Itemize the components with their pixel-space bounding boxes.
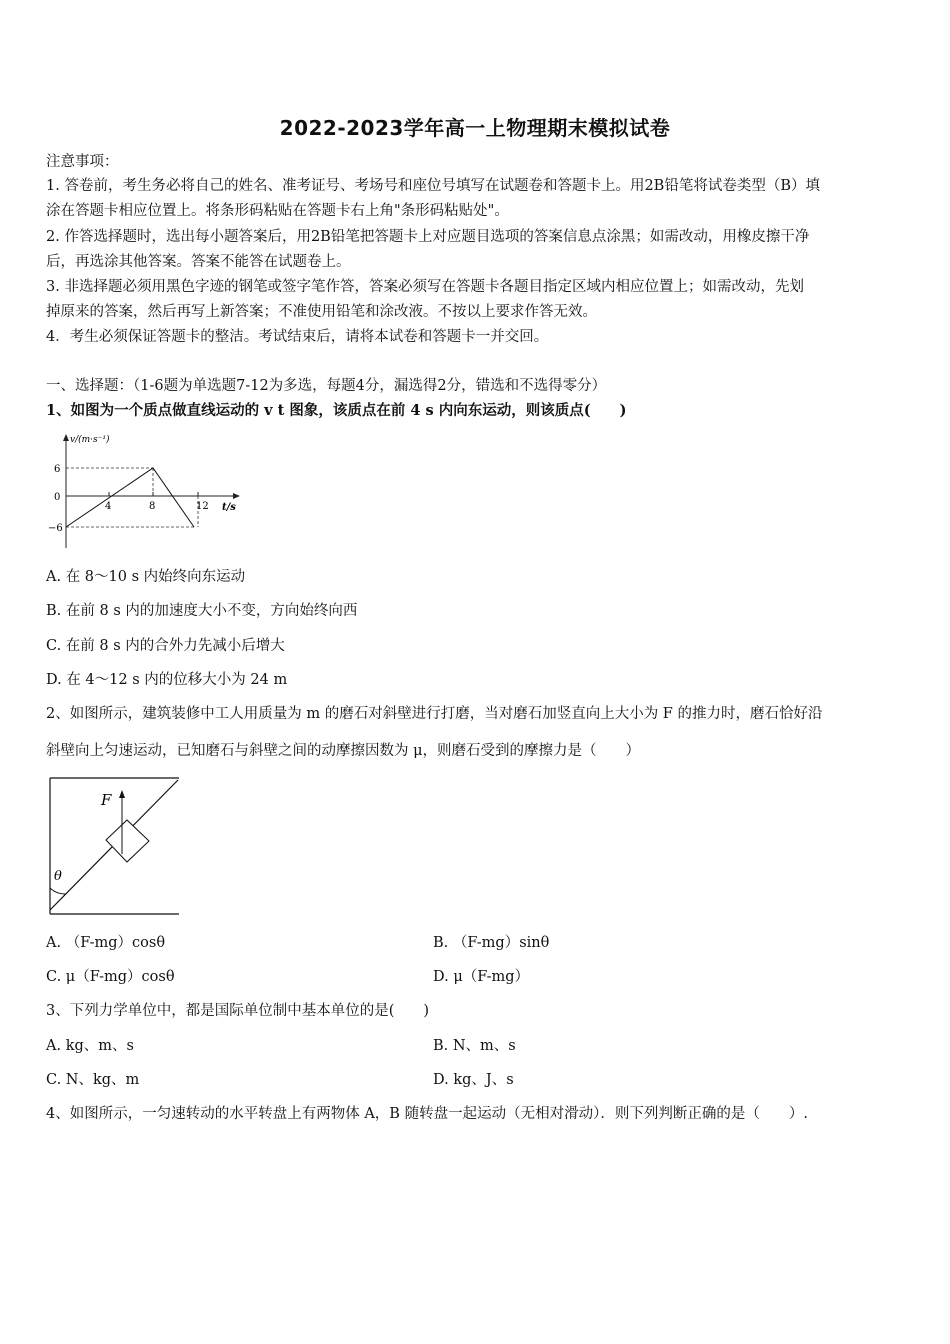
option-a: A. kg、m、s xyxy=(46,1038,134,1054)
option-a: A. （F-mg）cosθ xyxy=(46,935,166,951)
question-2-stem: 斜壁向上匀速运动，已知磨石与斜壁之间的动摩擦因数为 μ，则磨石受到的摩擦力是（ ） xyxy=(46,743,641,759)
notice-line: 后，再选涂其他答案。答案不能答在试题卷上。 xyxy=(46,254,351,270)
option-d: D. 在 4～12 s 内的位移大小为 24 m xyxy=(46,672,288,688)
notice-line: 1. 答卷前，考生务必将自己的姓名、准考证号、考场号和座位号填写在试题卷和答题卡上。用2B铅笔将试卷类型（B）填 xyxy=(46,178,820,194)
question-2-stem: 2、如图所示，建筑装修中工人用质量为 m 的磨石对斜壁进行打磨，当对磨石加竖直向上大小为 F 的推力时，磨石恰好沿 xyxy=(46,706,823,722)
graph-xtick: 4 xyxy=(105,501,112,512)
option-c: C. 在前 8 s 内的合外力先减小后增大 xyxy=(46,638,285,654)
notice-heading: 注意事项： xyxy=(46,154,119,170)
graph-xtick: 8 xyxy=(149,501,156,512)
graph-xtick: 12 xyxy=(196,501,209,512)
graph-xlabel: t/s xyxy=(222,502,236,513)
vt-graph xyxy=(46,430,246,555)
notice-line: 2. 作答选择题时，选出每小题答案后，用2B铅笔把答题卡上对应题目选项的答案信息点涂黑；如需改动，用橡皮擦干净 xyxy=(46,229,810,245)
question-3-stem: 3、下列力学单位中，都是国际单位制中基本单位的是( ) xyxy=(46,1003,430,1019)
exam-title: 2022-2023学年高一上物理期末模拟试卷 xyxy=(279,116,671,140)
option-d: D. kg、J、s xyxy=(433,1072,514,1088)
notice-line: 4．考生必须保证答题卡的整洁。考试结束后，请将本试卷和答题卡一并交回。 xyxy=(46,329,549,345)
option-c: C. μ（F-mg）cosθ xyxy=(46,969,175,985)
section-heading: 一、选择题：（1-6题为单选题7-12为多选，每题4分，漏选得2分，错选和不选得零分） xyxy=(46,378,607,394)
graph-ylabel: v/(m·s⁻¹) xyxy=(70,435,110,445)
option-b: B. N、m、s xyxy=(433,1038,516,1054)
graph-ytick: −6 xyxy=(48,523,63,534)
notice-line: 3. 非选择题必须用黑色字迹的钢笔或签字笔作答，答案必须写在答题卡各题目指定区域内相应位置上；如需改动，先划 xyxy=(46,279,804,295)
force-label: F xyxy=(101,791,112,809)
angle-label: θ xyxy=(54,869,62,884)
incline-figure xyxy=(46,774,186,919)
graph-ytick: 0 xyxy=(54,492,61,503)
option-b: B. （F-mg）sinθ xyxy=(433,935,550,951)
notice-line: 掉原来的答案，然后再写上新答案；不准使用铅笔和涂改液。不按以上要求作答无效。 xyxy=(46,304,597,320)
option-d: D. μ（F-mg） xyxy=(433,969,530,985)
notice-line: 涂在答题卡相应位置上。将条形码粘贴在答题卡右上角"条形码粘贴处"。 xyxy=(46,203,509,219)
option-b: B. 在前 8 s 内的加速度大小不变，方向始终向西 xyxy=(46,603,358,619)
question-1-stem: 1、如图为一个质点做直线运动的 v t 图象，该质点在前 4 s 内向东运动，则该质点( ) xyxy=(46,402,627,419)
option-c: C. N、kg、m xyxy=(46,1072,140,1088)
graph-ytick: 6 xyxy=(54,464,61,475)
question-4-stem: 4、如图所示，一匀速转动的水平转盘上有两物体 A，B 随转盘一起运动（无相对滑动）．则下列判断正确的是（ ）. xyxy=(46,1106,808,1122)
option-a: A. 在 8～10 s 内始终向东运动 xyxy=(46,569,246,585)
